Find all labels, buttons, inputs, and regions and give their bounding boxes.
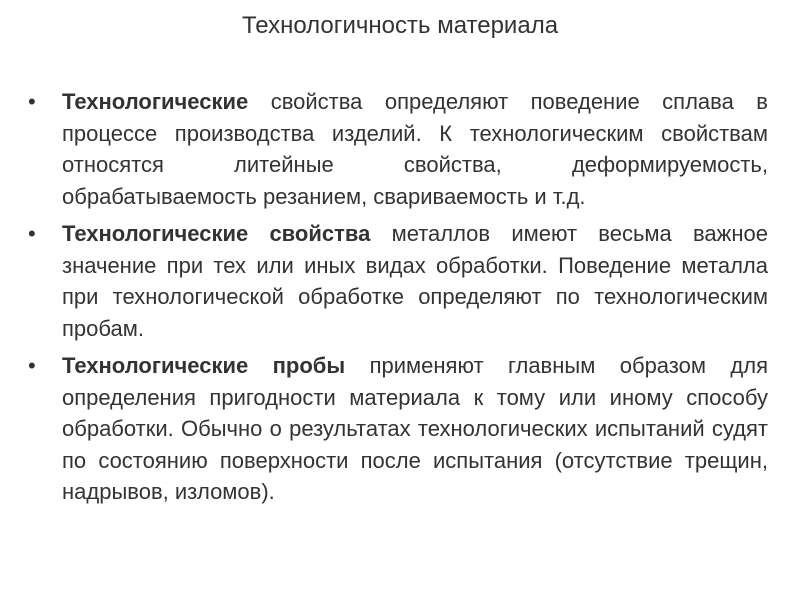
bullet-body-text: применяют главным образом для определения пригодности материала к тому или иному способу обработки. Обычно о результатах технологических испытаний судят по состоянию поверхности после испытания (отсутствие трещин, надрывов, изломов).	[62, 353, 768, 504]
bullet-item	[28, 350, 768, 508]
bullet-dot-icon: •	[28, 89, 36, 114]
bullet-list	[28, 86, 768, 514]
bullet-dot-icon: •	[28, 221, 36, 246]
bullet-lead-text: Технологические	[62, 89, 249, 114]
bullet-body-text: свойства определяют поведение сплава в процессе производства изделий. К технологическим свойствам относятся литейные свойства, деформируемость, обрабатываемость резанием, свариваемость и т.д.	[62, 89, 768, 209]
bullet-item	[28, 218, 768, 344]
bullet-lead-text: Технологические пробы	[62, 353, 346, 378]
bullet-item	[28, 86, 768, 212]
bullet-lead-text: Технологические свойства	[62, 221, 371, 246]
bullet-dot-icon: •	[28, 353, 36, 378]
slide-title: Технологичность материала	[241, 12, 559, 39]
bullet-body-text: металлов имеют весьма важное значение при тех или иных видах обработки. Поведение металла при технологической обработке определяют по технологическим пробам.	[62, 221, 768, 341]
